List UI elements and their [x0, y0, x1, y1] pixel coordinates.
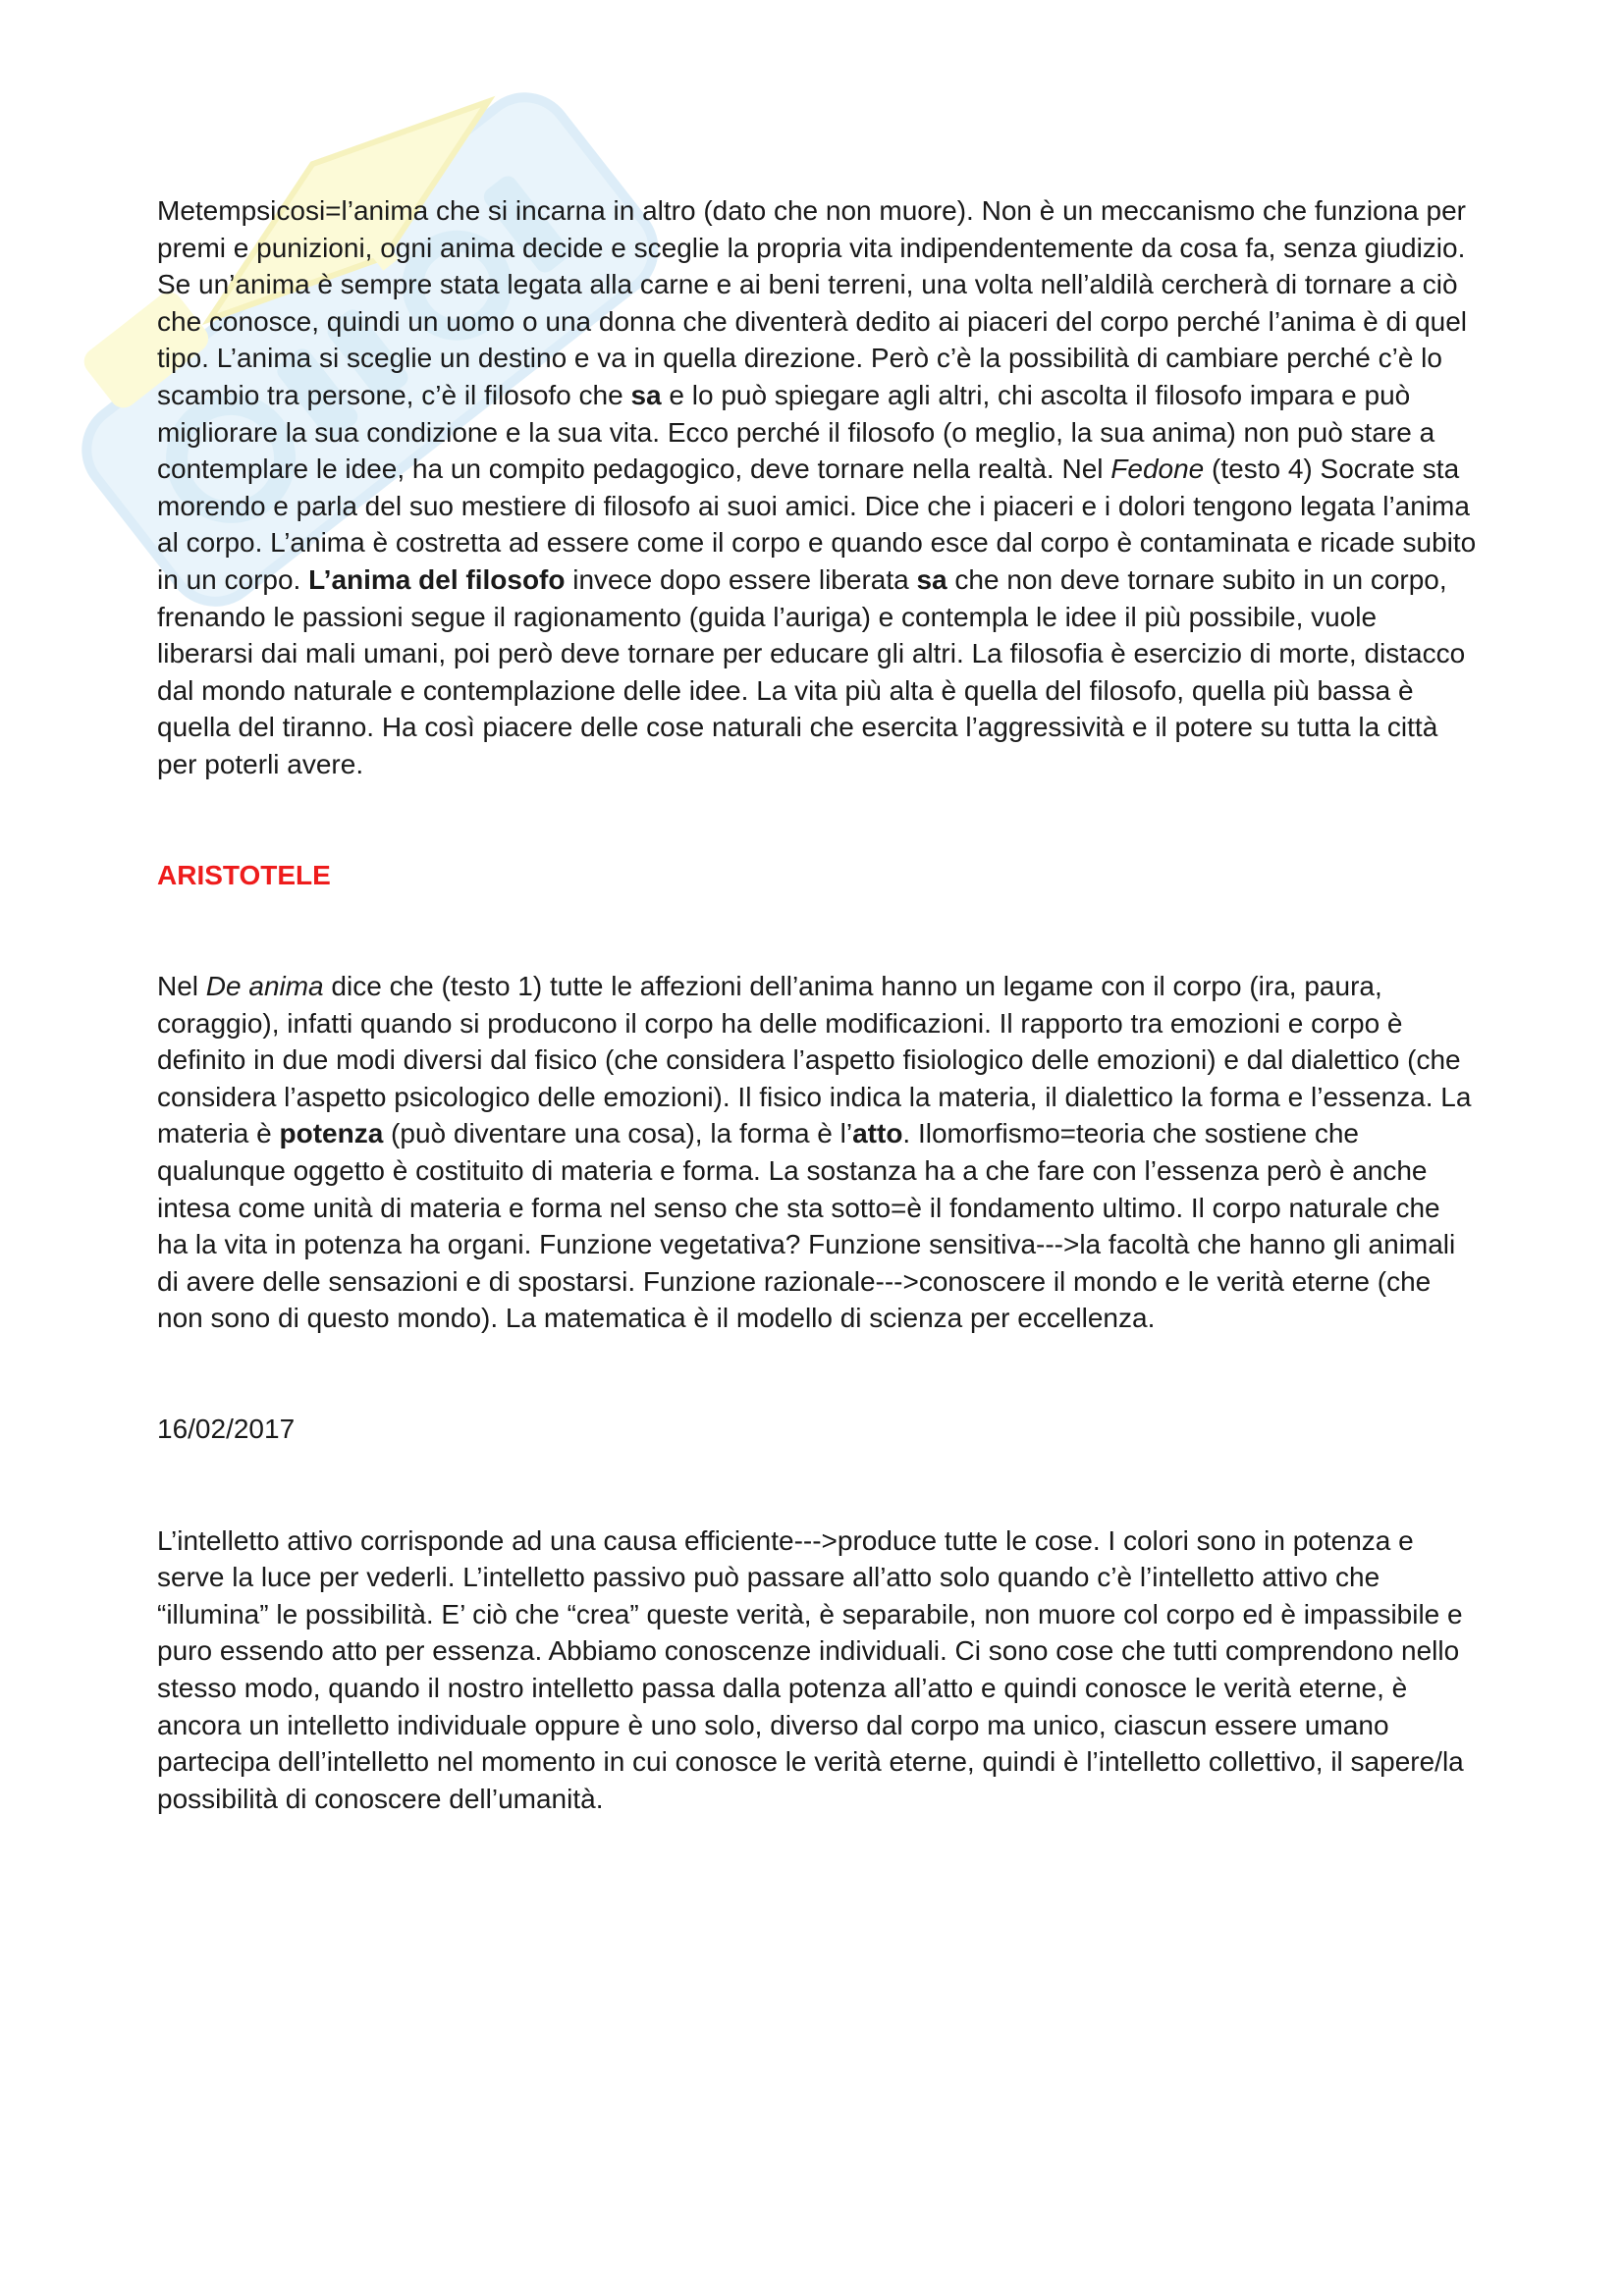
text-run: e lo può spiegare agli altri, chi ascolta il filosofo impara e può migliorare la sua condizione e la sua vita. Ecco perché il filosofo (o meglio, la sua anima) non può stare a contemplare le idee, ha un compito pedagogico, deve tornare nella realtà. Nel: [157, 379, 1435, 485]
text-run: Metempsicosi=l’anima che si incarna in altro (dato che non muore). Non è un meccanismo che funziona per premi e punizioni, ogni anima decide e sceglie la propria vita indipendentemente da cosa fa, senza giudizio. Se un’anima è sempre stata legata alla carne e ai beni terreni, una volta nell’aldilà cercherà di tornare a ciò che conosce, quindi un uomo o una donna che diventerà dedito ai piaceri del corpo perché l’anima è di quel tipo. L’anima si sceglie un destino e va in quella direzione. Però c’è la possibilità di cambiare perché c’è lo scambio tra persone, c’è il filosofo che: [157, 195, 1468, 410]
spacer: [157, 1337, 1478, 1411]
text-run: che non deve tornare subito in un corpo, frenando le passioni segue il ragionamento (guida l’auriga) e contempla le idee il più possibile, vuole liberarsi dai mali umani, poi però deve tornare per educare gli altri. La filosofia è esercizio di morte, distacco dal mondo naturale e contemplazione delle idee. La vita più alta è quella del filosofo, quella più bassa è quella del tiranno. Ha così piacere delle cose naturali che esercita l’aggressività e il potere su tutta la città per poterli avere.: [157, 563, 1466, 779]
text-run: dice che (testo 1) tutte le affezioni dell’anima hanno un legame con il corpo (ira, paura, coraggio), infatti quando si producono il corpo ha delle modificazioni. Il rapporto tra emozioni e corpo è definito in due modi diversi dal fisico (che considera l’aspetto fisiologico delle emozioni) e dal dialettico (che considera l’aspetto psicologico delle emozioni). Il fisico indica la materia, il dialettico la forma e l’essenza. La materia è: [157, 971, 1472, 1149]
bold-text: L’anima del filosofo: [308, 563, 566, 595]
paragraph-intellect: L’intelletto attivo corrisponde ad una causa efficiente--->produce tutte le cose. I colori sono in potenza e serve la luce per vederli. L’intelletto passivo può passare all’atto solo quando c’è l’intelletto attivo che “illumina” le possibilità. E’ ciò che “crea” queste verità, è separabile, non muore col corpo ed è impassibile e puro essendo atto per essenza. Abbiamo conoscenze individuali. Ci sono cose che tutti comprendono nello stesso modo, quando il nostro intelletto passa dalla potenza all’atto e quindi conosce le verità eterne, è ancora un intelletto individuale oppure è uno solo, diverso dal corpo ma unico, ciascun essere umano partecipa dell’intelletto nel momento in cui conosce le verità eterne, quindi è l’intelletto collettivo, il sapere/la possibilità di conoscere dell’umanità.: [157, 1524, 1464, 1814]
paragraph-aristotle-de-anima: [157, 968, 1478, 1337]
paragraph-plato-soul: [157, 192, 1478, 783]
italic-title: Fedone: [1110, 454, 1205, 485]
section-heading-aristotele: ARISTOTELE: [157, 859, 331, 890]
text-run: invece dopo essere liberata: [565, 563, 917, 595]
spacer: [157, 893, 1478, 968]
spacer: [157, 1448, 1478, 1522]
bold-text: potenza: [279, 1118, 384, 1149]
text-run: (può diventare una cosa), la forma è l’: [383, 1118, 853, 1149]
italic-title: De anima: [205, 971, 324, 1002]
bold-text: sa: [916, 563, 947, 595]
document-content: [157, 192, 1478, 1817]
spacer: [157, 783, 1478, 857]
text-run: Nel: [157, 971, 206, 1002]
bold-text: atto: [852, 1118, 903, 1149]
bold-text: sa: [630, 379, 662, 410]
text-run: (testo 4) Socrate sta morendo e parla del suo mestiere di filosofo ai suoi amici. Dice che i piaceri e i dolori tengono legata l’anima al corpo. L’anima è costretta ad essere come il corpo e quando esce dal corpo è contaminata e ricade subito in un corpo.: [157, 454, 1477, 595]
text-run: . Ilomorfismo=teoria che sostiene che qualunque oggetto è costituito di materia e forma. La sostanza ha a che fare con l’essenza però è anche intesa come unità di materia e forma nel senso che sta sotto=è il fondamento ultimo. Il corpo naturale che ha la vita in potenza ha organi. Funzione vegetativa? Funzione sensitiva--->la facoltà che hanno gli animali di avere delle sensazioni e di spostarsi. Funzione razionale--->conoscere il mondo e le verità eterne (che non sono di questo mondo). La matematica è il modello di scienza per eccellenza.: [157, 1118, 1456, 1334]
date-line: 16/02/2017: [157, 1414, 296, 1445]
